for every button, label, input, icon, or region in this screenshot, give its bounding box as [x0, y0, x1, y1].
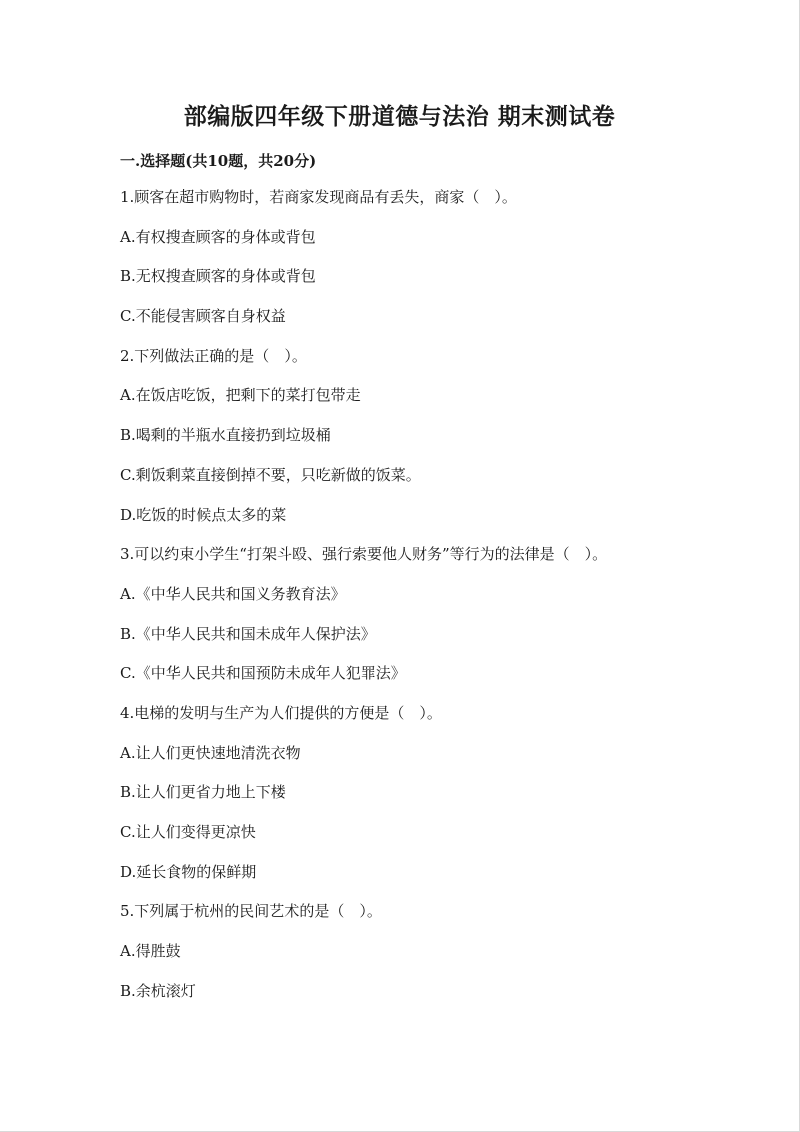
question-line: 4.电梯的发明与生产为人们提供的方便是（ ）。 — [120, 703, 442, 722]
option-line: A.《中华人民共和国义务教育法》 — [120, 584, 346, 603]
option-line: B.《中华人民共和国未成年人保护法》 — [120, 624, 376, 643]
section-heading: 一.选择题(共10题，共20分) — [120, 152, 317, 170]
option-line: B.让人们更省力地上下楼 — [120, 783, 286, 802]
option-line: C.不能侵害顾客自身权益 — [120, 307, 286, 326]
option-line: A.让人们更快速地清洗衣物 — [120, 743, 301, 762]
question-line: 3.可以约束小学生“打架斗殴、强行索要他人财务”等行为的法律是（ ）。 — [120, 545, 608, 564]
option-line: C.《中华人民共和国预防未成年人犯罪法》 — [120, 664, 406, 683]
option-line: A.有权搜查顾客的身体或背包 — [120, 227, 316, 246]
option-line: D.吃饭的时候点太多的菜 — [120, 505, 287, 524]
question-line: 2.下列做法正确的是（ ）。 — [120, 346, 307, 365]
question-list — [120, 186, 740, 1019]
option-line: C.让人们变得更凉快 — [120, 823, 256, 841]
option-line: B.喝剩的半瓶水直接扔到垃圾桶 — [120, 426, 331, 445]
option-line: A.得胜鼓 — [120, 942, 181, 961]
question-line: 1.顾客在超市购物时，若商家发现商品有丢失，商家（ ）。 — [120, 188, 517, 206]
option-line: B.无权搜查顾客的身体或背包 — [120, 267, 316, 286]
question-line: 5.下列属于杭州的民间艺术的是（ ）。 — [120, 902, 382, 921]
option-line: C.剩饭剩菜直接倒掉不要，只吃新做的饭菜。 — [120, 465, 421, 484]
option-line: D.延长食物的保鲜期 — [120, 862, 257, 881]
option-line: B.余杭滚灯 — [120, 981, 196, 1000]
page-title: 部编版四年级下册道德与法治 期末测试卷 — [183, 103, 616, 130]
option-line: A.在饭店吃饭，把剩下的菜打包带走 — [120, 386, 361, 405]
